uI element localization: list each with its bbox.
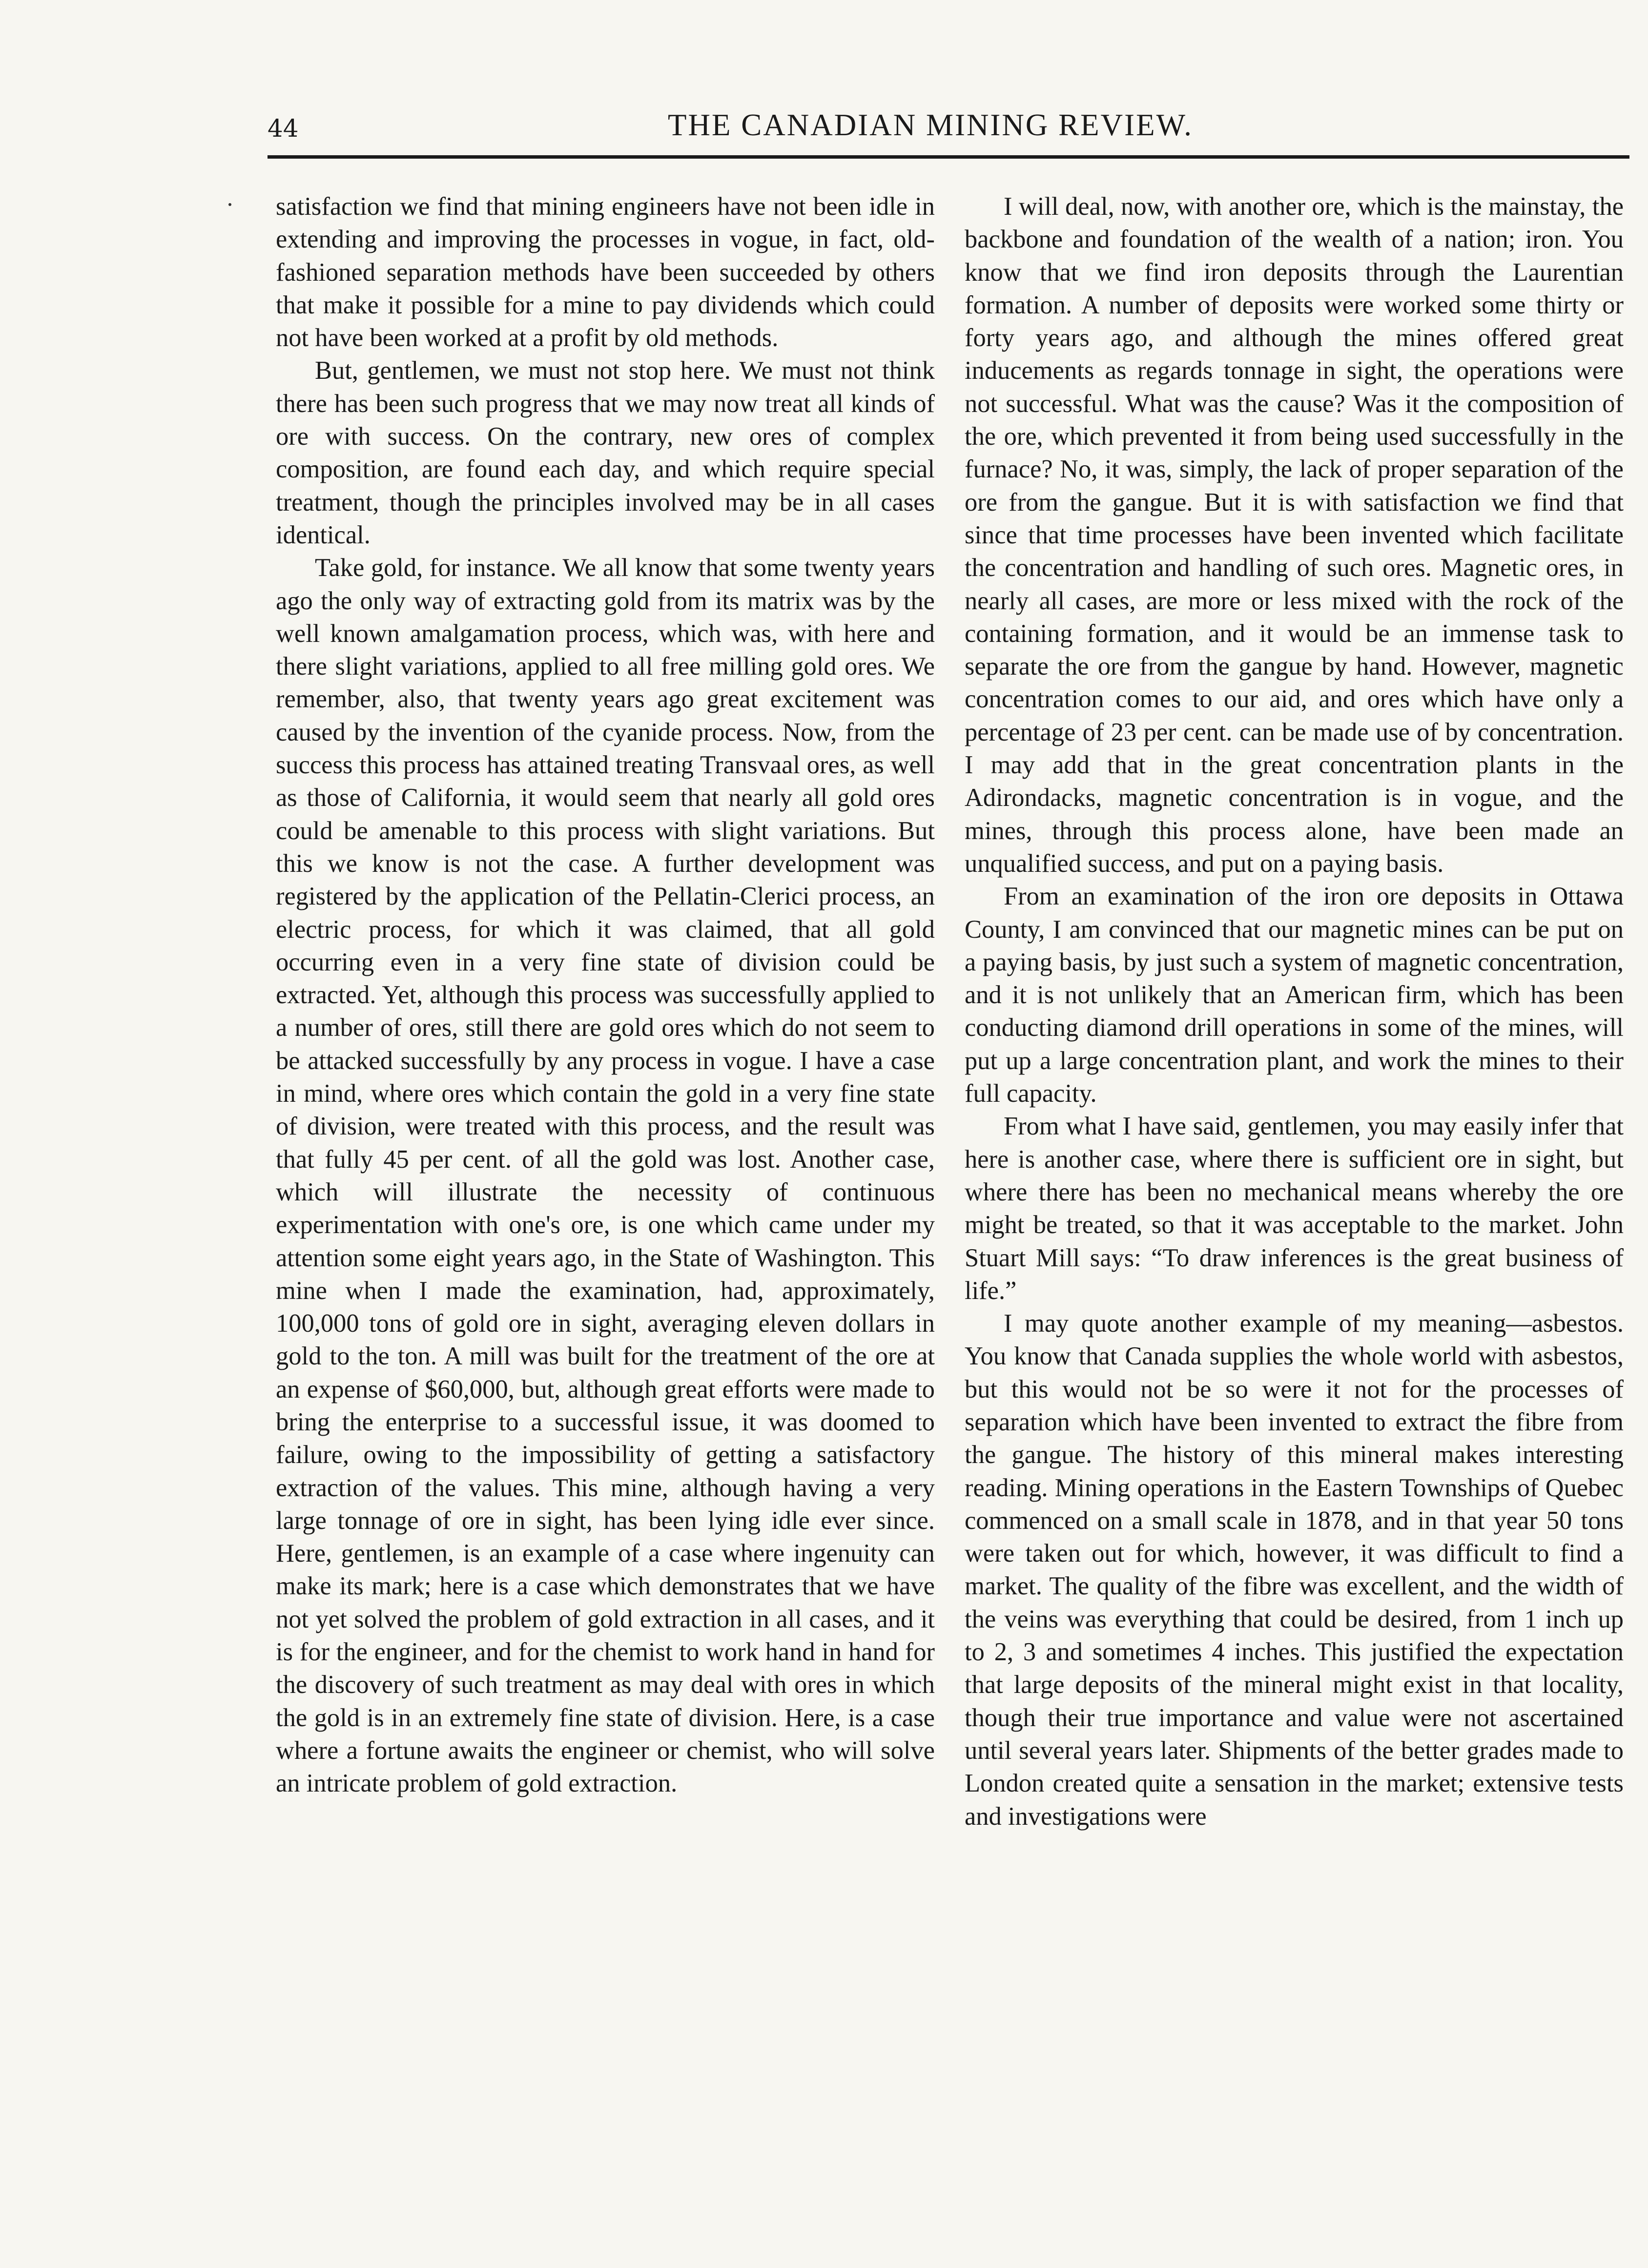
paragraph: I may quote another example of my meaning—asbestos. You know that Canada supplies the whole world with asbestos, but this would not be so were it not for the processes of separation which have been invented to extract the fibre from the gangue. The history of this mineral makes interesting reading. Mining operations in the Eastern Townships of Quebec commenced on a small scale in 1878, and in that year 50 tons were taken out for which, however, it was difficult to find a market. The quality of the fibre was excellent, and the width of the veins was everything that could be desired, from 1 inch up to 2, 3 and sometimes 4 inches. This justified the expectation that large deposits of the mineral might exist in that locality, though their true importance and value were not ascertained until several years later. Shipments of the better grades made to London created quite a sensation in the market; extensive tests and investigations were xyxy=(965,1309,1624,1831)
running-title: THE CANADIAN MINING REVIEW. xyxy=(668,108,1194,142)
paragraph: From an examination of the iron ore deposits in Ottawa County, I am convinced that our magnetic mines can be put on a paying basis, by just such a system of magnetic concentration, and it is not unlikely that an American firm, which has been conducting diamond drill operations in some of the mines, will put up a large concentration plant, and work the mines to their full capacity. xyxy=(965,882,1624,1108)
paragraph: satisfaction we find that mining engineers have not been idle in extending and improving the processes in vogue, in fact, old-fashioned separation methods have been succeeded by others that make it possible for a mine to pay dividends which could not have been worked at a profit by old methods. xyxy=(276,192,935,352)
right-column xyxy=(965,190,1624,2202)
print-speck xyxy=(228,203,231,206)
paragraph: But, gentlemen, we must not stop here. We must not think there has been such progress that we may now treat all kinds of ore with success. On the contrary, new ores of complex composition, are found each day, and which require special treatment, though the principles involved may be in all cases identical. xyxy=(276,356,935,549)
left-column xyxy=(276,190,935,2202)
page-number: 44 xyxy=(268,114,299,143)
paragraph: I will deal, now, with another ore, which is the mainstay, the backbone and foundation of the wealth of a nation; iron. You know that we find iron deposits through the Laurentian formation. A number of deposits were worked some thirty or forty years ago, and although the mines offered great inducements as regards tonnage in sight, the operations were not successful. What was the cause? Was it the composition of the ore, which prevented it from being used successfully in the furnace? No, it was, simply, the lack of proper separation of the ore from the gangue. But it is with satisfaction we find that since that time processes have been invented which facilitate the concentration and handling of such ores. Magnetic ores, in nearly all cases, are more or less mixed with the rock of the containing formation, and it would be an immense task to separate the ore from the gangue by hand. However, magnetic concentration comes to our aid, and ores which have only a percentage of 23 per cent. can be made use of by concentration. I may add that in the great concentration plants in the Adirondacks, magnetic concentration is in vogue, and the mines, through this process alone, have been made an unqualified success, and put on a paying basis. xyxy=(965,192,1624,878)
paragraph: From what I have said, gentlemen, you may easily infer that here is another case, where there is sufficient ore in sight, but where there has been no mechanical means whereby the ore might be treated, so that it was acceptable to the market. John Stuart Mill says: “To draw inferences is the great business of life.” xyxy=(965,1112,1624,1305)
page-header xyxy=(268,107,1629,151)
header-rule xyxy=(268,155,1629,159)
paragraph: Take gold, for instance. We all know that some twenty years ago the only way of extracting gold from its matrix was by the well known amalgamation process, which was, with here and there slight variations, applied to all free milling gold ores. We remember, also, that twenty years ago great excitement was caused by the invention of the cyanide process. Now, from the success this process has attained treating Transvaal ores, as well as those of California, it would seem that nearly all gold ores could be amenable to this process with slight variations. But this we know is not the case. A further development was registered by the application of the Pellatin-Clerici process, an electric process, for which it was claimed, that all gold occurring even in a very fine state of division could be extracted. Yet, although this process was successfully applied to a number of ores, still there are gold ores which do not seem to be attacked successfully by any process in vogue. I have a case in mind, where ores which contain the gold in a very fine state of division, were treated with this process, and the result was that fully 45 per cent. of all the gold was lost. Another case, which will illustrate the necessity of continuous experimentation with one's ore, is one which came under my attention some eight years ago, in the State of Washington. This mine when I made the examination, had, approximately, 100,000 tons of gold ore in sight, averaging eleven dollars in gold to the ton. A mill was built for the treatment of the ore at an expense of $60,000, but, although great efforts were made to bring the enterprise to a successful issue, it was doomed to failure, owing to the impossibility of getting a satisfactory extraction of the values. This mine, although having a very large tonnage of ore in sight, has been lying idle ever since. Here, gentlemen, is an example of a case where ingenuity can make its mark; here is a case which demonstrates that we have not yet solved the problem of gold extraction in all cases, and it is for the engineer, and for the chemist to work hand in hand for the discovery of such treatment as may deal with ores in which the gold is in an extremely fine state of division. Here, is a case where a fortune awaits the engineer or chemist, who will solve an intricate problem of gold extraction. xyxy=(276,554,935,1798)
